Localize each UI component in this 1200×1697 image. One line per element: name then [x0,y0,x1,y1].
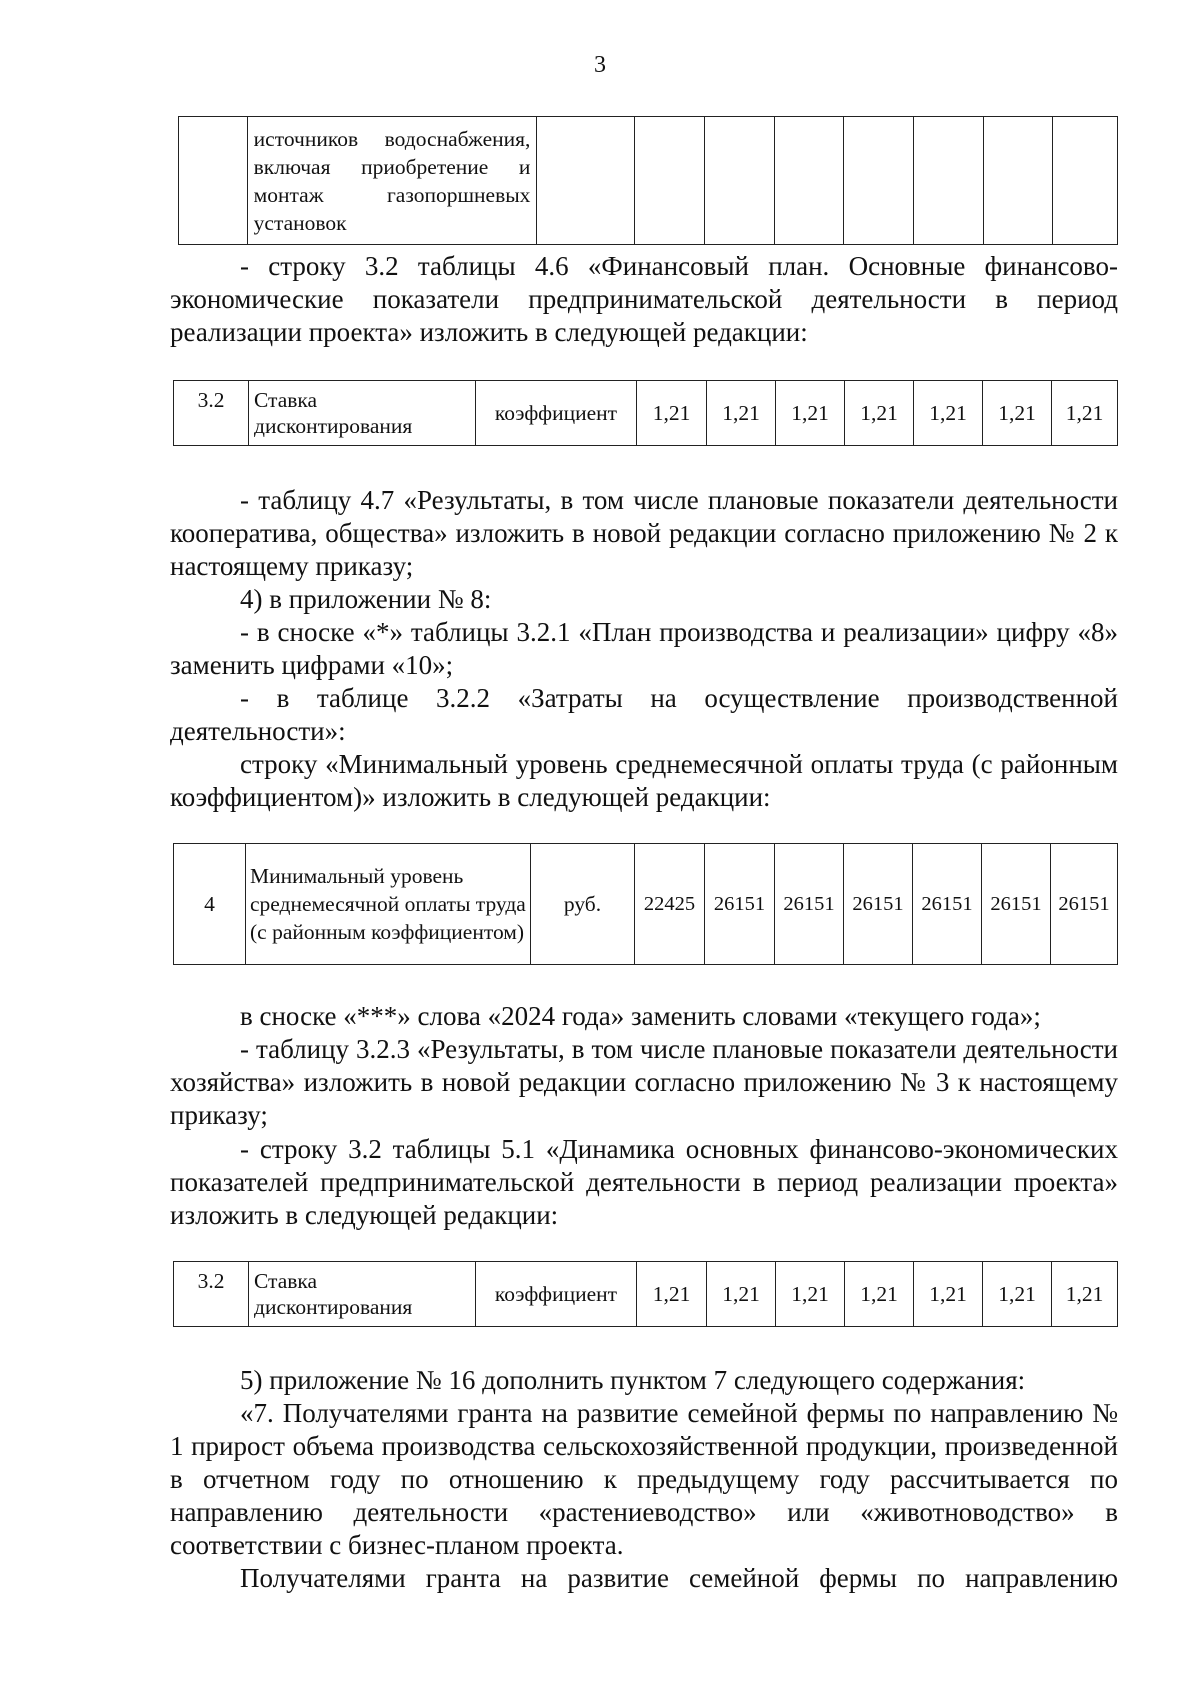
page-number: 3 [594,52,606,78]
table-discount-rate-2 [173,1261,1118,1327]
value-cell: 26151 [705,844,775,965]
value-cell: 26151 [775,844,844,965]
value-cell: 1,21 [914,381,983,446]
value-cell: 1,21 [776,381,845,446]
paragraph-row-3-2-table-4-6: - строку 3.2 таблицы 4.6 «Финансовый план. Основные финансово-экономические показатели предпринимательской деятельности в период реализации проекта» изложить в следующей редакции: [170,251,1118,347]
value-cell: 1,21 [845,381,914,446]
value-cell: 26151 [1051,844,1118,965]
indicator-name: Минимальный уровень среднемесячной оплаты труда (с районным коэффициентом) [246,844,531,965]
value-cell: 1,21 [845,1262,914,1327]
paragraph-appendix-8: 4) в приложении № 8: [240,584,492,614]
table-cell [844,117,914,245]
paragraph-item-7: «7. Получателями гранта на развитие семейной фермы по направлению № 1 прирост объема производства сельскохозяйственной продукции, произведенной в отчетном году по отношению к предыдущему году рассчитывается по направлению деятельности «растениеводство» или «животноводство» в соответствии с бизнес-планом проекта. [170,1398,1118,1560]
value-cell: 26151 [844,844,913,965]
table-cell [179,117,248,245]
unit: коэффициент [476,1262,637,1327]
value-cell: 1,21 [707,381,776,446]
value-cell: 1,21 [983,1262,1052,1327]
value-cell: 1,21 [1052,1262,1118,1327]
table-cell [983,117,1053,245]
table-cell [537,117,635,245]
paragraph-table-3-2-2: - в таблице 3.2.2 «Затраты на осуществление производственной деятельности»: [170,683,1118,746]
paragraph-table-4-7: - таблицу 4.7 «Результаты, в том числе плановые показатели деятельности кооператива, общества» изложить в новой редакции согласно приложению № 2 к настоящему приказу; [170,485,1118,581]
table-cell [1053,117,1118,245]
value-cell: 1,21 [776,1262,845,1327]
indicator-name: Ставка дисконтирования [249,1262,476,1327]
row-number: 4 [174,844,246,965]
paragraph-footnote-2024: в сноске «***» слова «2024 года» заменить словами «текущего года»; [240,1001,1041,1031]
table-cell [635,117,705,245]
value-cell: 1,21 [914,1262,983,1327]
table-cell [705,117,775,245]
value-cell: 1,21 [1052,381,1118,446]
value-cell: 26151 [982,844,1051,965]
value-cell: 1,21 [983,381,1052,446]
unit: коэффициент [476,381,637,446]
paragraph-appendix-16: 5) приложение № 16 дополнить пунктом 7 следующего содержания: [240,1365,1026,1395]
table-continuation [178,116,1118,245]
table-cell [913,117,983,245]
row-number: 3.2 [174,381,249,446]
table-cell-name [247,117,537,245]
paragraph-table-3-2-3: - таблицу 3.2.3 «Результаты, в том числе плановые показатели деятельности хозяйства» изложить в новой редакции согласно приложению № 3 к настоящему приказу; [170,1034,1118,1130]
paragraph-min-wage-row: строку «Минимальный уровень среднемесячной оплаты труда (с районным коэффициентом)» изложить в следующей редакции: [170,749,1118,812]
unit: руб. [531,844,635,965]
row-number: 3.2 [174,1262,249,1327]
table-min-wage [173,843,1118,965]
value-cell: 1,21 [707,1262,776,1327]
value-cell: 26151 [913,844,982,965]
paragraph-footnote-3-2-1: - в сноске «*» таблицы 3.2.1 «План производства и реализации» цифру «8» заменить цифрами «10»; [170,617,1118,680]
paragraph-table-5-1: - строку 3.2 таблицы 5.1 «Динамика основных финансово-экономических показателей предпринимательской деятельности в период реализации проекта» изложить в следующей редакции: [170,1134,1118,1230]
paragraph-item-7-continued: Получателями гранта на развитие семейной фермы по направлению [240,1563,1118,1593]
table-discount-rate-1 [173,380,1118,446]
source-text: источников водоснабжения, включая приобретение и монтаж газопоршневых установок [253,126,531,235]
value-cell: 1,21 [637,381,707,446]
indicator-name: Ставка дисконтирования [249,381,476,446]
value-cell: 1,21 [637,1262,707,1327]
table-cell [774,117,844,245]
value-cell: 22425 [635,844,705,965]
